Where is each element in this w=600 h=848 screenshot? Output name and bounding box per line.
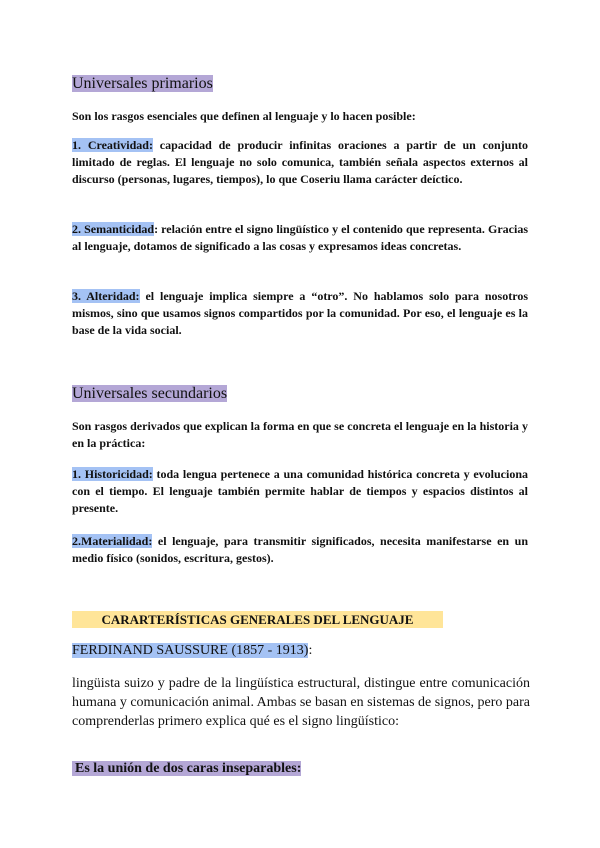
intro-primarios: Son los rasgos esenciales que definen al lenguaje y lo hacen posible: — [72, 109, 416, 123]
item-semanticidad — [72, 221, 528, 255]
heading-highlight: Universales secundarios — [72, 385, 228, 402]
item-label: 2. Semanticidad — [72, 222, 155, 236]
heading-highlight: Universales primarios — [72, 75, 213, 92]
item-creatividad — [72, 137, 528, 188]
item-text: : relación entre el signo lingüístico y el contenido que representa. Gracias al lenguaje, dotamos de significado a las cosas y expresamos ideas concretas. — [72, 222, 528, 253]
caracteristicas-heading: CARARTERÍSTICAS GENERALES DEL LENGUAJE — [72, 611, 443, 628]
item-label: 1. Creatividad: — [72, 138, 153, 152]
item-label: 2.Materialidad: — [72, 534, 153, 548]
author-heading — [72, 642, 312, 660]
item-label: 3. Alteridad: — [72, 289, 140, 303]
item-text: el lenguaje implica siempre a “otro”. No hablamos solo para nosotros mismos, sino que usamos signos compartidos por la comunidad. Por eso, el lenguaje es la base de la vida social. — [72, 289, 528, 337]
saussure-paragraph: lingüista suizo y padre de la lingüística estructural, distingue entre comunicación humana y comunicación animal. Ambas se basan en sistemas de signos, pero para comprenderlas primero explica qué es el signo lingüístico: — [72, 676, 530, 729]
author-name: FERDINAND SAUSSURE (1857 - 1913) — [72, 643, 309, 658]
item-text: capacidad de producir infinitas oraciones a partir de un conjunto limitado de reglas. El lenguaje no solo comunica, también señala aspectos externos al discurso (personas, lugares, tiempos), lo que Coseriu llama carácter deíctico. — [72, 138, 529, 186]
union-heading — [72, 760, 301, 778]
union-highlight: Es la unión de dos caras inseparables: — [72, 761, 301, 776]
section-title-primarios — [72, 74, 213, 94]
item-alteridad — [72, 288, 528, 339]
section-title-secundarios — [72, 384, 227, 404]
author-colon: : — [308, 643, 313, 658]
item-text: toda lengua pertenece a una comunidad histórica concreta y evoluciona con el tiempo. El lenguaje también permite hablar de tiempos y espacios distintos al presente. — [72, 467, 528, 515]
intro-secundarios: Son rasgos derivados que explican la forma en que se concreta el lenguaje en la historia y en la práctica: — [72, 419, 528, 450]
item-label: 1. Historicidad: — [72, 467, 153, 481]
item-materialidad — [72, 533, 528, 567]
item-text: el lenguaje, para transmitir significados, necesita manifestarse en un medio físico (sonidos, escritura, gestos). — [72, 534, 528, 565]
item-historicidad — [72, 466, 528, 517]
